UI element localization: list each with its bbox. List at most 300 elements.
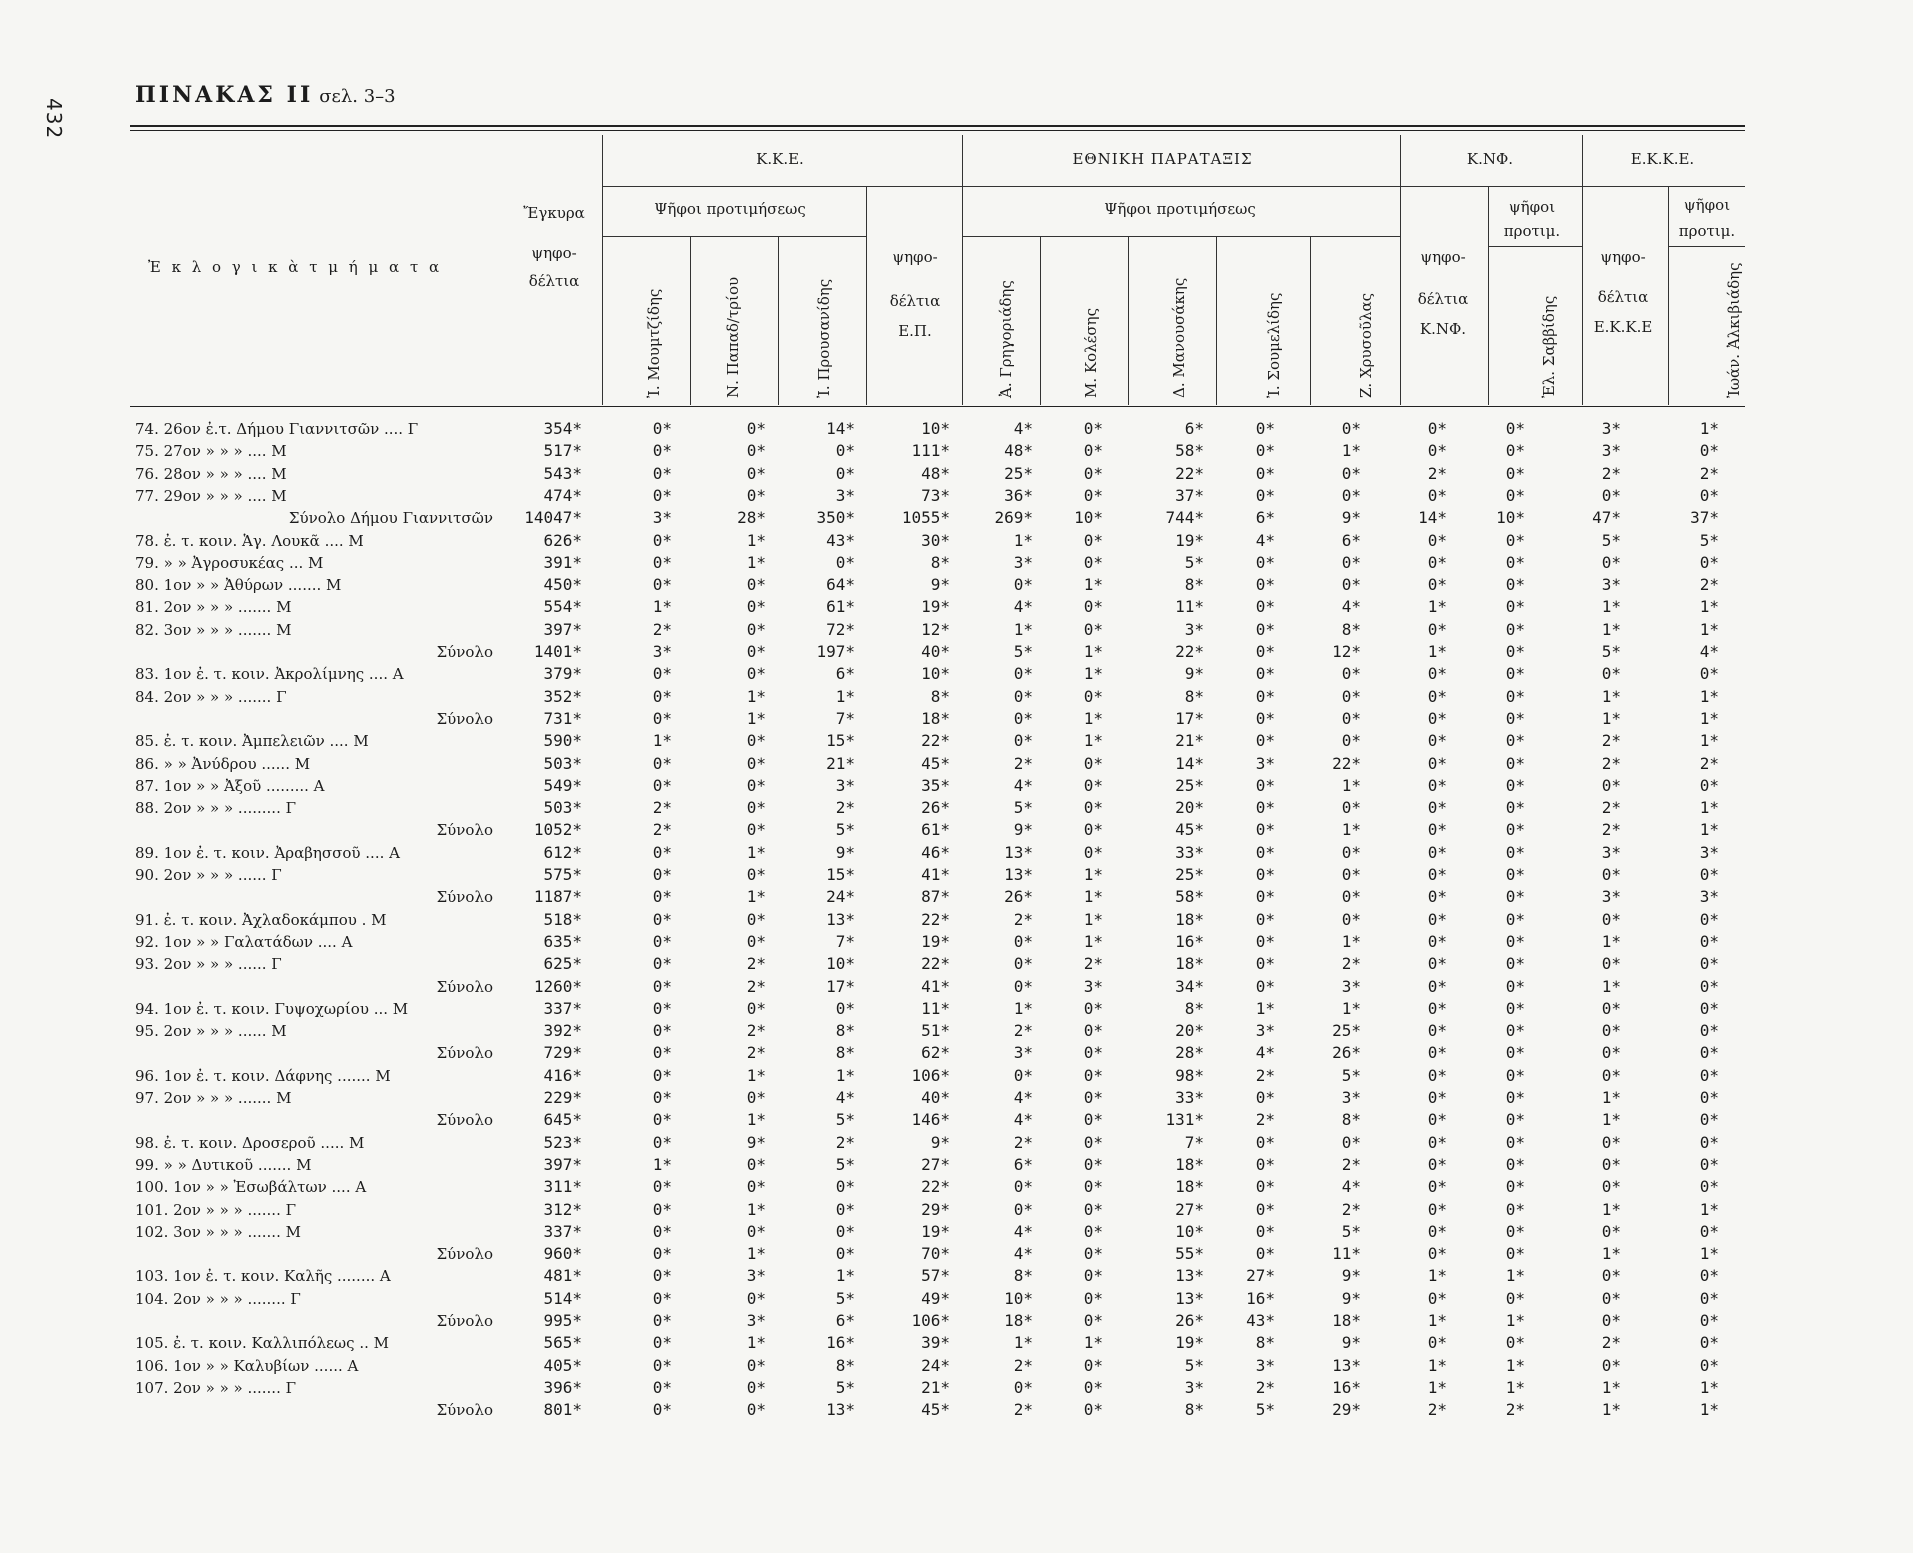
row-value: 1* (746, 1199, 766, 1219)
row-value: 0* (1505, 731, 1525, 751)
table-row (0, 1332, 1913, 1354)
row-value: 0* (1505, 775, 1525, 795)
row-value: 4* (1013, 419, 1033, 438)
row-value: 1* (1699, 820, 1719, 840)
row-value: 1* (1601, 1400, 1621, 1420)
row-value: 0* (1341, 887, 1361, 907)
row-value: 0* (1083, 753, 1103, 773)
row-value: 0* (1427, 753, 1447, 773)
divider (1668, 186, 1669, 405)
row-value: 543* (543, 463, 582, 483)
row-value: 0* (1083, 1400, 1103, 1420)
row-value: 1* (1083, 642, 1103, 661)
party-knf-ballots-2: δέλτια (1417, 290, 1469, 308)
party-ep-pref-label: Ψῆφοι προτιμήσεως (1104, 200, 1256, 218)
row-value: 9* (1341, 508, 1361, 528)
row-value: 3* (835, 775, 855, 795)
row-value: 1* (1341, 441, 1361, 461)
row-value: 0* (1505, 1132, 1525, 1152)
row-value: 12* (921, 619, 950, 639)
row-value: 0* (1505, 998, 1525, 1018)
row-value: 1* (1013, 619, 1033, 639)
row-label: 96. 1ον ἐ. τ. κοιν. Δάφνης ....... Μ (135, 1066, 391, 1085)
row-value: 0* (652, 1355, 672, 1375)
row-value: 0* (746, 998, 766, 1018)
party-kke-ballots-2: δέλτια (889, 292, 941, 310)
row-value: 0* (746, 1288, 766, 1308)
row-value: 0* (1427, 909, 1447, 929)
row-value: 0* (1083, 1088, 1103, 1107)
row-value: 0* (1427, 842, 1447, 862)
row-value: 22* (1332, 753, 1361, 773)
row-value: 0* (1083, 998, 1103, 1018)
row-value: 10* (1175, 1221, 1204, 1241)
row-value: 35* (921, 775, 950, 795)
candidate-moumtzidis: Ἰ. Μουμτζίδης (645, 288, 663, 398)
row-value: 0* (1255, 1088, 1275, 1107)
row-value: 0* (652, 441, 672, 461)
row-label: Σύνολο (436, 977, 493, 996)
row-value: 2* (652, 619, 672, 639)
row-label: 84. 2ον » » » ....... Γ (135, 687, 287, 706)
row-label: 80. 1ον » » Ἀθύρων ....... Μ (135, 576, 342, 595)
row-value: 0* (1427, 1154, 1447, 1174)
row-label: 86. » » Ἀνύδρου ...... Μ (135, 754, 311, 773)
row-value: 0* (1083, 1288, 1103, 1308)
row-value: 72* (826, 619, 855, 639)
row-value: 5* (835, 1288, 855, 1308)
row-value: 1* (1699, 619, 1719, 639)
row-value: 626* (543, 530, 582, 550)
row-value: 0* (1601, 1311, 1621, 1330)
row-value: 16* (1332, 1377, 1361, 1397)
row-value: 0* (1505, 798, 1525, 818)
table-row (0, 1087, 1913, 1109)
row-value: 11* (1175, 597, 1204, 617)
row-value: 3* (1013, 1043, 1033, 1063)
row-value: 1* (1699, 1244, 1719, 1264)
row-value: 1* (1083, 909, 1103, 929)
row-value: 1* (746, 1065, 766, 1085)
row-value: 3* (1601, 842, 1621, 862)
row-value: 70* (921, 1244, 950, 1264)
row-value: 0* (1427, 798, 1447, 818)
row-value: 1401* (533, 642, 582, 661)
party-kke-ballots-1: ψηφο- (892, 248, 938, 266)
row-value: 0* (1601, 998, 1621, 1018)
divider (866, 186, 867, 405)
row-label: 88. 2ον » » » ......... Γ (135, 799, 297, 818)
row-value: 0* (1427, 954, 1447, 974)
row-value: 450* (543, 575, 582, 595)
row-value: 0* (1013, 1199, 1033, 1219)
row-value: 0* (1341, 664, 1361, 684)
party-ethniki-parataxis: ΕΘΝΙΚΗ ΠΑΡΑΤΑΞΙΣ (1072, 150, 1253, 168)
row-value: 3* (1601, 575, 1621, 595)
row-value: 45* (921, 1400, 950, 1420)
divider (1040, 236, 1041, 405)
row-value: 0* (1255, 731, 1275, 751)
table-row (0, 1176, 1913, 1198)
row-value: 5* (835, 1377, 855, 1397)
row-value: 0* (1255, 463, 1275, 483)
row-label: 81. 2ον » » » ....... Μ (135, 598, 292, 617)
row-value: 2* (1341, 954, 1361, 974)
row-value: 1* (1699, 798, 1719, 818)
row-value: 0* (746, 419, 766, 438)
row-value: 8* (835, 1021, 855, 1041)
row-value: 0* (652, 1266, 672, 1286)
row-value: 61* (826, 597, 855, 617)
row-value: 0* (1083, 485, 1103, 505)
row-value: 731* (543, 708, 582, 728)
row-value: 2* (1601, 731, 1621, 751)
row-value: 0* (1013, 575, 1033, 595)
divider (1582, 135, 1583, 405)
row-value: 0* (1505, 865, 1525, 884)
row-value: 391* (543, 552, 582, 572)
row-value: 0* (652, 1199, 672, 1219)
row-value: 28* (1175, 1043, 1204, 1063)
row-value: 0* (746, 575, 766, 595)
row-value: 0* (1083, 419, 1103, 438)
row-value: 9* (746, 1132, 766, 1152)
row-value: 0* (652, 998, 672, 1018)
row-value: 40* (921, 642, 950, 661)
row-value: 25* (1175, 775, 1204, 795)
party-knf-pref-1: ψῆφοι (1508, 198, 1556, 216)
row-value: 1* (746, 887, 766, 907)
row-value: 106* (911, 1311, 950, 1330)
row-value: 0* (1427, 441, 1447, 461)
row-value: 0* (1699, 775, 1719, 795)
page-title (135, 82, 396, 108)
table-row (0, 440, 1913, 462)
row-value: 2* (1699, 753, 1719, 773)
row-value: 146* (911, 1110, 950, 1130)
row-value: 0* (1427, 865, 1447, 884)
row-value: 635* (543, 931, 582, 951)
row-value: 19* (921, 931, 950, 951)
row-value: 0* (652, 775, 672, 795)
row-label: 83. 1ον ἐ. τ. κοιν. Ἀκρολίμνης .... Α (135, 665, 404, 684)
row-value: 62* (921, 1043, 950, 1063)
row-value: 3* (1341, 1088, 1361, 1107)
row-value: 0* (1427, 664, 1447, 684)
row-value: 645* (543, 1110, 582, 1130)
row-value: 0* (746, 1400, 766, 1420)
divider (962, 135, 963, 405)
table-row (0, 1377, 1913, 1399)
row-value: 0* (1083, 775, 1103, 795)
row-value: 392* (543, 1021, 582, 1041)
row-value: 0* (835, 463, 855, 483)
row-value: 1* (746, 1244, 766, 1264)
row-value: 3* (1184, 619, 1204, 639)
row-label: 102. 3ον » » » ....... Μ (135, 1222, 301, 1241)
row-value: 0* (1699, 1333, 1719, 1353)
row-value: 3* (746, 1266, 766, 1286)
table-row (0, 619, 1913, 641)
row-value: 2* (1255, 1065, 1275, 1085)
divider (962, 236, 1400, 237)
candidate-manousakis: Δ. Μανουσάκης (1170, 277, 1188, 398)
row-value: 0* (1341, 686, 1361, 706)
row-value: 15* (826, 731, 855, 751)
row-value: 0* (1699, 931, 1719, 951)
row-value: 1* (1601, 619, 1621, 639)
row-value: 4* (1013, 1221, 1033, 1241)
row-value: 0* (1699, 1043, 1719, 1063)
row-value: 0* (1013, 731, 1033, 751)
row-value: 24* (921, 1355, 950, 1375)
row-value: 0* (652, 708, 672, 728)
row-value: 474* (543, 485, 582, 505)
valid-header-3: δέλτια (528, 272, 580, 290)
row-value: 0* (1505, 708, 1525, 728)
row-value: 0* (1505, 575, 1525, 595)
row-value: 25* (1175, 865, 1204, 884)
row-label: Σύνολο (436, 1245, 493, 1264)
row-value: 43* (1246, 1311, 1275, 1330)
row-value: 0* (1255, 976, 1275, 996)
row-value: 3* (1699, 887, 1719, 907)
row-value: 1* (746, 842, 766, 862)
row-value: 2* (1013, 753, 1033, 773)
row-value: 0* (1083, 842, 1103, 862)
row-value: 1* (1013, 530, 1033, 550)
row-value: 25* (1004, 463, 1033, 483)
table-row (0, 663, 1913, 685)
divider (1310, 236, 1311, 405)
row-value: 1* (1341, 820, 1361, 840)
candidate-kolesis: Μ. Κολέσης (1082, 307, 1100, 398)
row-value: 22* (921, 909, 950, 929)
row-value: 8* (835, 1355, 855, 1375)
row-value: 0* (1505, 552, 1525, 572)
row-value: 523* (543, 1132, 582, 1152)
row-value: 18* (1332, 1311, 1361, 1330)
table-row (0, 998, 1913, 1020)
row-value: 58* (1175, 441, 1204, 461)
row-value: 0* (652, 575, 672, 595)
row-value: 1* (1601, 708, 1621, 728)
row-value: 49* (921, 1288, 950, 1308)
row-value: 0* (1601, 1288, 1621, 1308)
candidate-soumelidis: Ἰ. Σουμελίδης (1265, 292, 1283, 398)
row-value: 21* (1175, 731, 1204, 751)
row-value: 1* (1255, 998, 1275, 1018)
row-value: 0* (746, 775, 766, 795)
row-value: 26* (1175, 1311, 1204, 1330)
total-row (0, 976, 1913, 998)
row-value: 0* (1505, 1244, 1525, 1264)
row-value: 8* (1184, 998, 1204, 1018)
row-value: 1* (1427, 1377, 1447, 1397)
row-value: 0* (1013, 1377, 1033, 1397)
row-value: 0* (1505, 642, 1525, 661)
row-value: 1* (1699, 686, 1719, 706)
row-value: 0* (1505, 1021, 1525, 1041)
row-value: 0* (1505, 1221, 1525, 1241)
row-value: 0* (1601, 1132, 1621, 1152)
row-value: 27* (1175, 1199, 1204, 1219)
row-value: 0* (1505, 954, 1525, 974)
row-value: 8* (930, 686, 950, 706)
row-value: 1* (1341, 931, 1361, 951)
row-value: 0* (1699, 865, 1719, 884)
header-bottom-rule (130, 406, 1745, 407)
total-row (0, 1109, 1913, 1131)
row-value: 1* (1601, 931, 1621, 951)
row-value: 33* (1175, 1088, 1204, 1107)
row-value: 3* (1255, 1355, 1275, 1375)
row-label: 95. 2ον » » » ...... Μ (135, 1022, 287, 1041)
row-value: 0* (746, 865, 766, 884)
total-row (0, 1243, 1913, 1265)
row-value: 1* (746, 530, 766, 550)
row-value: 0* (1083, 619, 1103, 639)
row-value: 3* (1601, 441, 1621, 461)
row-value: 5* (1013, 798, 1033, 818)
row-value: 13* (1175, 1266, 1204, 1286)
row-label: 90. 2ον » » » ...... Γ (135, 866, 282, 884)
row-value: 0* (1427, 1088, 1447, 1107)
row-value: 0* (1505, 419, 1525, 438)
row-value: 1* (1601, 1088, 1621, 1107)
district-header: Ἐ κ λ ο γ ι κ ὰ τ μ ή μ α τ α (148, 258, 443, 276)
row-value: 0* (1255, 419, 1275, 438)
row-value: 22* (1175, 642, 1204, 661)
row-value: 0* (1013, 1065, 1033, 1085)
row-value: 57* (921, 1266, 950, 1286)
row-value: 40* (921, 1088, 950, 1107)
row-value: 0* (1083, 686, 1103, 706)
row-value: 8* (930, 552, 950, 572)
row-value: 0* (1699, 1110, 1719, 1130)
table-row (0, 909, 1913, 931)
table-row (0, 1288, 1913, 1310)
row-value: 14* (826, 419, 855, 438)
row-value: 10* (1074, 508, 1103, 528)
row-label: 107. 2ον » » » ....... Γ (135, 1378, 297, 1397)
row-value: 15* (826, 865, 855, 884)
party-kke: Κ.Κ.Ε. (756, 150, 804, 168)
row-value: 1* (1083, 887, 1103, 907)
candidate-grigoriadis: Ἀ. Γρηγοριάδης (997, 280, 1015, 398)
row-value: 29* (1332, 1400, 1361, 1420)
row-value: 0* (1699, 1021, 1719, 1041)
row-value: 0* (746, 619, 766, 639)
row-value: 1* (1341, 775, 1361, 795)
row-value: 0* (1255, 1244, 1275, 1264)
row-value: 0* (652, 1177, 672, 1197)
row-value: 0* (1013, 954, 1033, 974)
row-value: 37* (1690, 508, 1719, 528)
row-value: 0* (1341, 909, 1361, 929)
row-value: 0* (1013, 931, 1033, 951)
row-value: 0* (1255, 842, 1275, 862)
row-label: Σύνολο (436, 1312, 493, 1330)
table-row (0, 418, 1913, 440)
row-value: 0* (1505, 1065, 1525, 1085)
row-value: 26* (921, 798, 950, 818)
row-value: 1* (746, 552, 766, 572)
row-value: 27* (921, 1154, 950, 1174)
row-value: 0* (1083, 1221, 1103, 1241)
row-value: 0* (1505, 1333, 1525, 1353)
row-value: 4* (1013, 597, 1033, 617)
candidate-savvidis: Ἐλ. Σαββίδης (1540, 295, 1558, 398)
party-ekke-ballots-1: ψηφο- (1600, 248, 1646, 266)
row-value: 0* (1013, 1177, 1033, 1197)
row-value: 4* (1341, 597, 1361, 617)
party-knf-ballots-1: ψηφο- (1420, 248, 1466, 266)
row-value: 13* (1175, 1288, 1204, 1308)
table-row (0, 931, 1913, 953)
row-value: 0* (1427, 1110, 1447, 1130)
row-value: 0* (1505, 753, 1525, 773)
row-value: 0* (1427, 1333, 1447, 1353)
row-label: 100. 1ον » » Ἐσωβάλτων .... Α (135, 1178, 367, 1197)
row-label: 105. ἐ. τ. κοιν. Καλλιπόλεως .. Μ (135, 1334, 389, 1353)
row-value: 0* (746, 1154, 766, 1174)
row-value: 379* (543, 664, 582, 684)
row-value: 51* (921, 1021, 950, 1041)
row-value: 995* (543, 1311, 582, 1330)
row-value: 61* (921, 820, 950, 840)
row-value: 0* (1505, 1110, 1525, 1130)
row-value: 0* (1699, 1177, 1719, 1197)
row-value: 1* (1341, 998, 1361, 1018)
row-value: 0* (652, 686, 672, 706)
row-value: 5* (1341, 1065, 1361, 1085)
row-value: 0* (1083, 441, 1103, 461)
row-value: 0* (1255, 642, 1275, 661)
row-value: 1* (1427, 597, 1447, 617)
row-value: 3* (1013, 552, 1033, 572)
row-value: 1* (1699, 708, 1719, 728)
row-value: 0* (746, 463, 766, 483)
row-value: 0* (746, 485, 766, 505)
table-row (0, 1221, 1913, 1243)
row-value: 0* (652, 909, 672, 929)
row-value: 0* (1083, 597, 1103, 617)
row-value: 9* (1341, 1266, 1361, 1286)
row-value: 1* (1427, 1266, 1447, 1286)
row-value: 0* (1427, 419, 1447, 438)
row-value: 0* (1601, 1043, 1621, 1063)
row-value: 4* (1013, 775, 1033, 795)
row-value: 0* (652, 842, 672, 862)
row-value: 0* (1083, 820, 1103, 840)
row-value: 2* (1255, 1110, 1275, 1130)
divider (1488, 246, 1582, 247)
row-value: 0* (1255, 798, 1275, 818)
row-value: 87* (921, 887, 950, 907)
row-value: 5* (835, 1154, 855, 1174)
row-value: 43* (826, 530, 855, 550)
row-value: 0* (1699, 998, 1719, 1018)
row-value: 0* (652, 1132, 672, 1152)
row-value: 17* (826, 976, 855, 996)
row-value: 0* (746, 642, 766, 661)
row-value: 0* (835, 1177, 855, 1197)
row-value: 0* (1013, 708, 1033, 728)
row-value: 1* (652, 1154, 672, 1174)
row-value: 1* (1601, 1199, 1621, 1219)
row-label: Σύνολο (436, 643, 493, 661)
